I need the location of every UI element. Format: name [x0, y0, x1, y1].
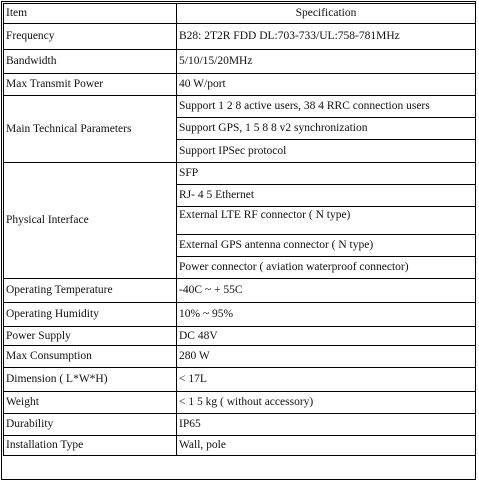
- row-label: Operating Temperature: [4, 279, 177, 303]
- row-label: Operating Humidity: [4, 303, 177, 327]
- row-value: 10% ~ 95%: [177, 303, 476, 327]
- row-label: Power Supply: [4, 327, 177, 346]
- row-value: < 17L: [177, 368, 476, 392]
- row-label: Physical Interface: [4, 163, 177, 279]
- row-value: External GPS antenna connector ( N type): [177, 235, 476, 257]
- row-label: Frequency: [4, 24, 177, 50]
- row-value: Support 1 2 8 active users, 38 4 RRC connection users: [177, 96, 476, 118]
- row-label: Max Transmit Power: [4, 74, 177, 96]
- row-label: Max Consumption: [4, 346, 177, 368]
- row-value: 40 W/port: [177, 74, 476, 96]
- row-value: External LTE RF connector ( N type): [177, 207, 476, 235]
- row-label: Durability: [4, 414, 177, 436]
- row-value: Wall, pole: [177, 436, 476, 456]
- row-value: < 1 5 kg ( without accessory): [177, 392, 476, 414]
- table-row: [4, 279, 476, 303]
- table-row: [4, 392, 476, 414]
- row-value: DC 48V: [177, 327, 476, 346]
- row-label: Main Technical Parameters: [4, 96, 177, 163]
- table-row: [4, 74, 476, 96]
- table-row: [4, 303, 476, 327]
- row-value: IP65: [177, 414, 476, 436]
- row-value: -40C ~ + 55C: [177, 279, 476, 303]
- table-row: [4, 346, 476, 368]
- table-row: [4, 96, 476, 118]
- spec-table: [3, 3, 476, 456]
- table-row: [4, 163, 476, 185]
- row-value: Support IPSec protocol: [177, 140, 476, 163]
- row-value: Power connector ( aviation waterproof connector): [177, 257, 476, 279]
- row-value: RJ- 4 5 Ethernet: [177, 185, 476, 207]
- row-value: B28: 2T2R FDD DL:703-733/UL:758-781MHz: [177, 24, 476, 50]
- row-label: Dimension ( L*W*H): [4, 368, 177, 392]
- table-header-row: [4, 4, 476, 24]
- row-value: 5/10/15/20MHz: [177, 50, 476, 74]
- row-label: Bandwidth: [4, 50, 177, 74]
- table-row: [4, 50, 476, 74]
- row-label: Weight: [4, 392, 177, 414]
- row-value: 280 W: [177, 346, 476, 368]
- table-row: [4, 327, 476, 346]
- table-row: [4, 436, 476, 456]
- table-row: [4, 368, 476, 392]
- row-label: Installation Type: [4, 436, 177, 456]
- row-value: SFP: [177, 163, 476, 185]
- header-item: Item: [4, 4, 177, 24]
- table-row: [4, 24, 476, 50]
- header-specification: Specification: [177, 4, 476, 24]
- table-row: [4, 414, 476, 436]
- row-value: Support GPS, 1 5 8 8 v2 synchronization: [177, 118, 476, 140]
